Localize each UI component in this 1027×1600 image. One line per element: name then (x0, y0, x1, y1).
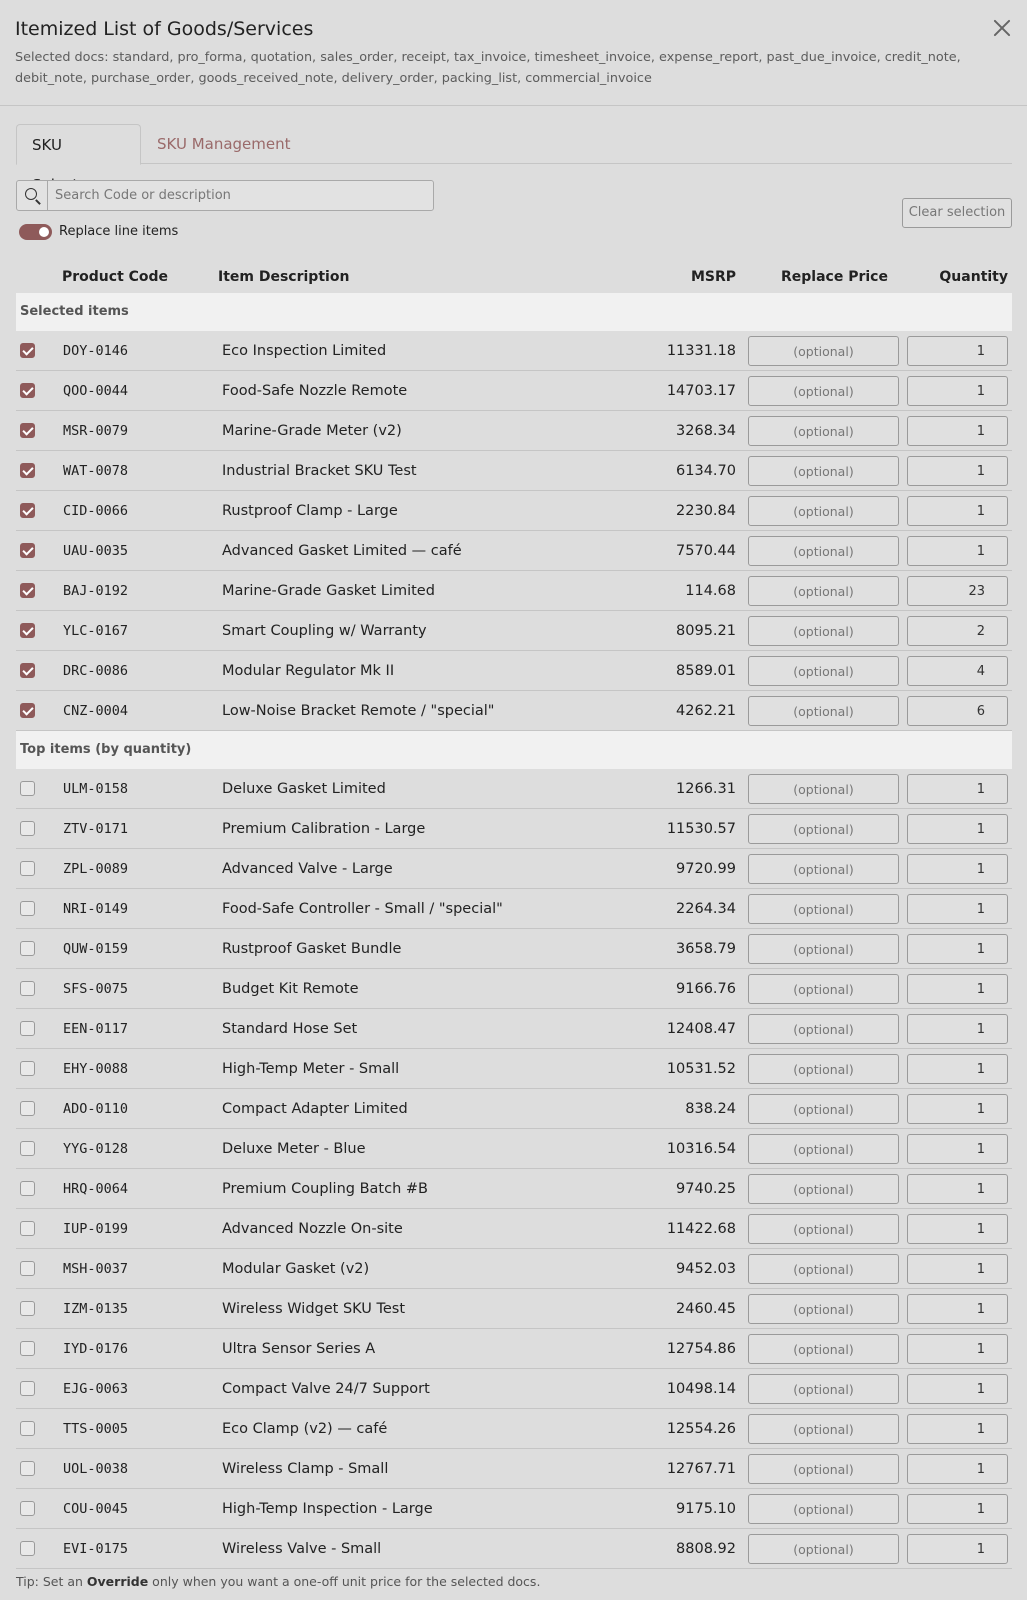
row-checkbox[interactable] (20, 1181, 35, 1196)
msrp-value: 6134.70 (676, 463, 736, 479)
dialog-header (0, 0, 1027, 106)
table-row (16, 1169, 1012, 1209)
quantity-input[interactable] (907, 616, 1008, 646)
table-row (16, 491, 1012, 531)
replace-price-input[interactable] (748, 1054, 899, 1084)
table-row (16, 969, 1012, 1009)
items-table (16, 293, 1012, 1569)
replace-price-input[interactable] (748, 1094, 899, 1124)
row-checkbox[interactable] (20, 623, 35, 638)
row-checkbox[interactable] (20, 703, 35, 718)
quantity-input[interactable] (907, 456, 1008, 486)
replace-price-input[interactable] (748, 854, 899, 884)
item-description: Food-Safe Nozzle Remote (222, 383, 408, 399)
item-description: Wireless Valve - Small (222, 1541, 382, 1557)
row-checkbox[interactable] (20, 503, 35, 518)
replace-price-input[interactable] (748, 1494, 899, 1524)
quantity-input[interactable] (907, 1174, 1008, 1204)
replace-price-input[interactable] (748, 1014, 899, 1044)
item-description: Low-Noise Bracket Remote / "special" (222, 703, 495, 719)
quantity-input[interactable] (907, 814, 1008, 844)
quantity-input[interactable] (907, 1054, 1008, 1084)
table-row (16, 849, 1012, 889)
replace-price-input[interactable] (748, 496, 899, 526)
table-row (16, 531, 1012, 571)
table-row (16, 1049, 1012, 1089)
msrp-value: 10531.52 (666, 1061, 736, 1077)
product-code: ULM-0158 (63, 781, 129, 797)
quantity-input[interactable] (907, 1014, 1008, 1044)
product-code: YYG-0128 (63, 1141, 129, 1157)
item-description: Wireless Clamp - Small (222, 1461, 389, 1477)
product-code: QUW-0159 (63, 941, 129, 957)
replace-price-input[interactable] (748, 974, 899, 1004)
row-checkbox[interactable] (20, 1421, 35, 1436)
quantity-input[interactable] (907, 1094, 1008, 1124)
group-header: Selected items (16, 293, 1012, 331)
msrp-value: 838.24 (685, 1101, 736, 1117)
row-checkbox[interactable] (20, 463, 35, 478)
product-code: CNZ-0004 (63, 703, 129, 719)
tab-sku-management[interactable]: SKU Management (157, 135, 291, 153)
replace-price-input[interactable] (748, 416, 899, 446)
close-icon[interactable] (991, 17, 1013, 39)
column-header-replace-price: Replace Price (781, 269, 888, 285)
replace-price-input[interactable] (748, 536, 899, 566)
row-checkbox[interactable] (20, 663, 35, 678)
search-box (16, 180, 434, 211)
tip-text: Tip: Set an Override only when you want a one-off unit price for the selected docs. (16, 1574, 541, 1589)
msrp-value: 12408.47 (666, 1021, 736, 1037)
msrp-value: 9166.76 (676, 981, 736, 997)
msrp-value: 11331.18 (666, 343, 736, 359)
product-code: EVI-0175 (63, 1541, 129, 1557)
row-checkbox[interactable] (20, 1021, 35, 1036)
replace-price-input[interactable] (748, 1334, 899, 1364)
table-row (16, 929, 1012, 969)
msrp-value: 9720.99 (676, 861, 736, 877)
row-checkbox[interactable] (20, 821, 35, 836)
quantity-input[interactable] (907, 576, 1008, 606)
selected-docs-text: Selected docs: standard, pro_forma, quotation, sales_order, receipt, tax_invoice, timesheet_invoice, expense_report, past_due_invoice, credit_note, debit_note, purchase_order, goods_received_note, delivery_order, packing_list, commercial_invoice (15, 50, 961, 86)
row-checkbox[interactable] (20, 981, 35, 996)
row-checkbox[interactable] (20, 383, 35, 398)
table-row (16, 1089, 1012, 1129)
product-code: IUP-0199 (63, 1221, 129, 1237)
msrp-value: 7570.44 (676, 543, 736, 559)
item-description: Rustproof Gasket Bundle (222, 941, 402, 957)
product-code: MSR-0079 (63, 423, 129, 439)
row-checkbox[interactable] (20, 1501, 35, 1516)
quantity-input[interactable] (907, 1254, 1008, 1284)
msrp-value: 12754.86 (666, 1341, 736, 1357)
row-checkbox[interactable] (20, 1261, 35, 1276)
msrp-value: 10498.14 (666, 1381, 736, 1397)
row-checkbox[interactable] (20, 1541, 35, 1556)
table-row (16, 1449, 1012, 1489)
msrp-value: 11422.68 (666, 1221, 736, 1237)
item-description: Modular Regulator Mk II (222, 663, 395, 679)
msrp-value: 2460.45 (676, 1301, 736, 1317)
row-checkbox[interactable] (20, 1141, 35, 1156)
item-description: Wireless Widget SKU Test (222, 1301, 406, 1317)
msrp-value: 2230.84 (676, 503, 736, 519)
product-code: HRQ-0064 (63, 1181, 129, 1197)
column-header-quantity: Quantity (939, 269, 1008, 285)
quantity-input[interactable] (907, 894, 1008, 924)
replace-price-input[interactable] (748, 1134, 899, 1164)
item-description: Industrial Bracket SKU Test (222, 463, 417, 479)
table-row (16, 769, 1012, 809)
product-code: EHY-0088 (63, 1061, 129, 1077)
table-row (16, 451, 1012, 491)
quantity-input[interactable] (907, 1334, 1008, 1364)
row-checkbox[interactable] (20, 583, 35, 598)
quantity-input[interactable] (907, 656, 1008, 686)
msrp-value: 9452.03 (676, 1261, 736, 1277)
item-description: Advanced Valve - Large (222, 861, 393, 877)
item-description: Marine-Grade Meter (v2) (222, 423, 402, 439)
quantity-input[interactable] (907, 696, 1008, 726)
replace-price-input[interactable] (748, 576, 899, 606)
quantity-input[interactable] (907, 854, 1008, 884)
table-row (16, 331, 1012, 371)
row-checkbox[interactable] (20, 1461, 35, 1476)
row-checkbox[interactable] (20, 423, 35, 438)
row-checkbox[interactable] (20, 1381, 35, 1396)
replace-price-input[interactable] (748, 616, 899, 646)
msrp-value: 12767.71 (666, 1461, 736, 1477)
item-description: Ultra Sensor Series A (222, 1341, 376, 1357)
product-code: UAU-0035 (63, 543, 129, 559)
group-header: Top items (by quantity) (16, 731, 1012, 769)
replace-price-input[interactable] (748, 1534, 899, 1564)
msrp-value: 114.68 (685, 583, 736, 599)
replace-price-input[interactable] (748, 814, 899, 844)
table-row (16, 1009, 1012, 1049)
row-checkbox[interactable] (20, 901, 35, 916)
table-row (16, 1289, 1012, 1329)
dialog-title: Itemized List of Goods/Services (15, 18, 314, 40)
item-description: Smart Coupling w/ Warranty (222, 623, 427, 639)
product-code: WAT-0078 (63, 463, 129, 479)
msrp-value: 4262.21 (676, 703, 736, 719)
quantity-input[interactable] (907, 1534, 1008, 1564)
item-description: Eco Inspection Limited (222, 343, 387, 359)
replace-price-input[interactable] (748, 774, 899, 804)
item-description: Standard Hose Set (222, 1021, 358, 1037)
item-description: Premium Coupling Batch #B (222, 1181, 428, 1197)
row-checkbox[interactable] (20, 543, 35, 558)
product-code: DRC-0086 (63, 663, 129, 679)
quantity-input[interactable] (907, 416, 1008, 446)
clear-selection-button[interactable]: Clear selection (902, 198, 1012, 228)
product-code: MSH-0037 (63, 1261, 129, 1277)
replace-price-input[interactable] (748, 894, 899, 924)
msrp-value: 8095.21 (676, 623, 736, 639)
product-code: YLC-0167 (63, 623, 129, 639)
column-header-product-code: Product Code (62, 269, 169, 285)
row-checkbox[interactable] (20, 1061, 35, 1076)
table-row (16, 889, 1012, 929)
product-code: TTS-0005 (63, 1421, 129, 1437)
quantity-input[interactable] (907, 1214, 1008, 1244)
table-header (16, 263, 1012, 293)
column-header-msrp: MSRP (690, 269, 736, 285)
item-description: Advanced Gasket Limited — café (222, 543, 462, 559)
msrp-value: 14703.17 (666, 383, 736, 399)
msrp-value: 9175.10 (676, 1501, 736, 1517)
quantity-input[interactable] (907, 1454, 1008, 1484)
replace-price-input[interactable] (748, 336, 899, 366)
msrp-value: 1266.31 (676, 781, 736, 797)
item-description: Rustproof Clamp - Large (222, 503, 398, 519)
row-checkbox[interactable] (20, 1301, 35, 1316)
table-row (16, 1409, 1012, 1449)
table-row (16, 1329, 1012, 1369)
product-code: EJG-0063 (63, 1381, 129, 1397)
item-description: High-Temp Inspection - Large (222, 1501, 433, 1517)
replace-price-input[interactable] (748, 1294, 899, 1324)
replace-price-input[interactable] (748, 656, 899, 686)
product-code: DOY-0146 (63, 343, 129, 359)
item-description: Compact Adapter Limited (222, 1101, 408, 1117)
item-description: Modular Gasket (v2) (222, 1261, 370, 1277)
quantity-input[interactable] (907, 536, 1008, 566)
quantity-input[interactable] (907, 1414, 1008, 1444)
replace-price-input[interactable] (748, 1374, 899, 1404)
table-row (16, 411, 1012, 451)
product-code: ZPL-0089 (63, 861, 129, 877)
replace-price-input[interactable] (748, 1454, 899, 1484)
quantity-input[interactable] (907, 496, 1008, 526)
item-description: Advanced Nozzle On-site (222, 1221, 403, 1237)
table-row (16, 611, 1012, 651)
msrp-value: 9740.25 (676, 1181, 736, 1197)
tab-sku-selector[interactable]: SKU (16, 124, 141, 165)
product-code: ADO-0110 (63, 1101, 129, 1117)
msrp-value: 8589.01 (676, 663, 736, 679)
search-icon (17, 181, 48, 210)
product-code: UOL-0038 (63, 1461, 129, 1477)
item-description: Compact Valve 24/7 Support (222, 1381, 430, 1397)
msrp-value: 11530.57 (666, 821, 736, 837)
tab-bar (16, 124, 1012, 164)
table-row (16, 1529, 1012, 1569)
table-row (16, 1369, 1012, 1409)
toggle-label: Replace line items (59, 224, 179, 239)
row-checkbox[interactable] (20, 1101, 35, 1116)
product-code: ZTV-0171 (63, 821, 129, 837)
replace-price-input[interactable] (748, 456, 899, 486)
quantity-input[interactable] (907, 774, 1008, 804)
table-row (16, 809, 1012, 849)
product-code: SFS-0075 (63, 981, 129, 997)
search-input[interactable] (48, 181, 433, 210)
msrp-value: 2264.34 (676, 901, 736, 917)
product-code: CID-0066 (63, 503, 129, 519)
product-code: BAJ-0192 (63, 583, 129, 599)
replace-price-input[interactable] (748, 1414, 899, 1444)
row-checkbox[interactable] (20, 1221, 35, 1236)
quantity-input[interactable] (907, 1494, 1008, 1524)
item-description: High-Temp Meter - Small (222, 1061, 400, 1077)
replace-price-input[interactable] (748, 1174, 899, 1204)
product-code: QOO-0044 (63, 383, 129, 399)
item-description: Food-Safe Controller - Small / "special" (222, 901, 503, 917)
msrp-value: 3658.79 (676, 941, 736, 957)
msrp-value: 3268.34 (676, 423, 736, 439)
item-description: Deluxe Gasket Limited (222, 781, 386, 797)
quantity-input[interactable] (907, 1134, 1008, 1164)
replace-price-input[interactable] (748, 934, 899, 964)
msrp-value: 10316.54 (666, 1141, 736, 1157)
row-checkbox[interactable] (20, 343, 35, 358)
row-checkbox[interactable] (20, 1341, 35, 1356)
quantity-input[interactable] (907, 974, 1008, 1004)
product-code: IYD-0176 (63, 1341, 129, 1357)
product-code: NRI-0149 (63, 901, 129, 917)
table-row (16, 571, 1012, 611)
replace-price-input[interactable] (748, 1214, 899, 1244)
row-checkbox[interactable] (20, 781, 35, 796)
item-description: Eco Clamp (v2) — café (222, 1421, 388, 1437)
product-code: EEN-0117 (63, 1021, 129, 1037)
product-code: COU-0045 (63, 1501, 129, 1517)
msrp-value: 8808.92 (676, 1541, 736, 1557)
quantity-input[interactable] (907, 934, 1008, 964)
column-header-item-description: Item Description (218, 269, 350, 285)
table-row (16, 1249, 1012, 1289)
table-row (16, 1209, 1012, 1249)
table-row (16, 651, 1012, 691)
replace-price-input[interactable] (748, 1254, 899, 1284)
product-code: IZM-0135 (63, 1301, 129, 1317)
item-description: Budget Kit Remote (222, 981, 359, 997)
item-description: Deluxe Meter - Blue (222, 1141, 366, 1157)
replace-price-input[interactable] (748, 376, 899, 406)
row-checkbox[interactable] (20, 861, 35, 876)
table-row (16, 691, 1012, 731)
replace-line-items-toggle[interactable] (19, 224, 52, 240)
row-checkbox[interactable] (20, 941, 35, 956)
msrp-value: 12554.26 (666, 1421, 736, 1437)
table-row (16, 1129, 1012, 1169)
replace-price-input[interactable] (748, 696, 899, 726)
table-row (16, 1489, 1012, 1529)
table-row (16, 371, 1012, 411)
quantity-input[interactable] (907, 1374, 1008, 1404)
quantity-input[interactable] (907, 1294, 1008, 1324)
quantity-input[interactable] (907, 336, 1008, 366)
item-description: Premium Calibration - Large (222, 821, 426, 837)
item-description: Marine-Grade Gasket Limited (222, 583, 435, 599)
quantity-input[interactable] (907, 376, 1008, 406)
